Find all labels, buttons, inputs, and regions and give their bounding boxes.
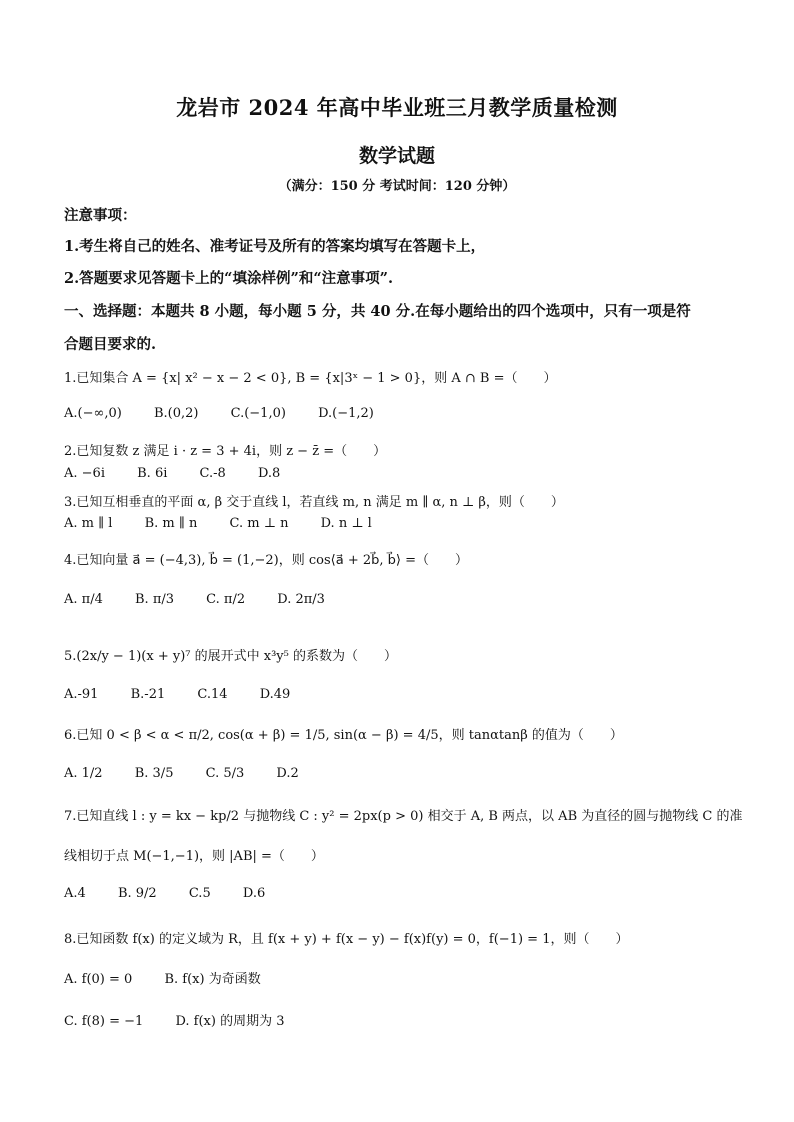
notice-item-2: 2.答题要求见答题卡上的“填涂样例”和“注意事项”. bbox=[64, 270, 394, 287]
question-7-options bbox=[64, 886, 293, 901]
question-1: 1.已知集合 A = {x| x² − x − 2 < 0}, B = {x|3ˣ − 1 > 0}，则 A ∩ B =（ ） bbox=[64, 371, 557, 386]
option-d[interactable]: D.2 bbox=[276, 766, 299, 781]
option-b[interactable]: B. 3/5 bbox=[134, 766, 174, 781]
option-d[interactable]: D.(−1,2) bbox=[318, 406, 374, 421]
question-6: 6.已知 0 < β < α < π/2, cos(α + β) = 1/5, sin(α − β) = 4/5，则 tanαtanβ 的值为（ ） bbox=[64, 728, 623, 743]
option-c[interactable]: C. 5/3 bbox=[205, 766, 245, 781]
option-a[interactable]: A.(−∞,0) bbox=[64, 406, 122, 421]
option-b[interactable]: B. 9/2 bbox=[117, 886, 157, 901]
option-a[interactable]: A. m ∥ l bbox=[64, 516, 113, 531]
option-a[interactable]: A. π/4 bbox=[64, 592, 103, 607]
page-subtitle: 数学试题 bbox=[358, 145, 435, 167]
question-6-options bbox=[64, 766, 327, 781]
question-4-options bbox=[64, 592, 353, 607]
question-3-options bbox=[64, 516, 400, 531]
option-c[interactable]: C. f(8) = −1 bbox=[64, 1014, 144, 1029]
notice-item-1: 1.考生将自己的姓名、准考证号及所有的答案均填写在答题卡上， bbox=[64, 238, 486, 255]
option-d[interactable]: D.8 bbox=[257, 466, 281, 481]
option-b[interactable]: B.(0,2) bbox=[153, 406, 199, 421]
option-c[interactable]: C.(−1,0) bbox=[230, 406, 286, 421]
question-7-cont: 线相切于点 M(−1,−1)，则 |AB| =（ ） bbox=[64, 849, 324, 864]
page-title: 龙岩市 2024 年高中毕业班三月教学质量检测 bbox=[176, 95, 618, 120]
question-3: 3.已知互相垂直的平面 α, β 交于直线 l，若直线 m, n 满足 m ∥ α, n ⊥ β，则（ ） bbox=[64, 495, 564, 510]
question-2-options bbox=[64, 466, 308, 481]
option-b[interactable]: B. 6i bbox=[137, 466, 168, 481]
option-c[interactable]: C.5 bbox=[188, 886, 211, 901]
option-a[interactable]: A. 1/2 bbox=[64, 766, 103, 781]
option-b[interactable]: B. m ∥ n bbox=[144, 516, 198, 531]
section-heading-cont: 合题目要求的. bbox=[64, 336, 157, 353]
question-8-options-row2 bbox=[64, 1010, 312, 1029]
question-1-options bbox=[64, 406, 402, 421]
question-8-options-row1 bbox=[64, 968, 289, 987]
question-5: 5.(2x/y − 1)(x + y)⁷ 的展开式中 x³y⁵ 的系数为（ ） bbox=[64, 649, 397, 664]
option-a[interactable]: A. f(0) = 0 bbox=[64, 972, 133, 987]
question-8: 8.已知函数 f(x) 的定义域为 R，且 f(x + y) + f(x − y) − f(x)f(y) = 0，f(−1) = 1，则（ ） bbox=[64, 932, 629, 947]
option-a[interactable]: A.-91 bbox=[64, 687, 99, 702]
option-b[interactable]: B. π/3 bbox=[135, 592, 175, 607]
option-b[interactable]: B.-21 bbox=[130, 687, 166, 702]
question-2: 2.已知复数 z 满足 i · z = 3 + 4i，则 z − z̄ =（ ） bbox=[64, 444, 387, 459]
option-d[interactable]: D. f(x) 的周期为 3 bbox=[175, 1014, 285, 1029]
option-c[interactable]: C.14 bbox=[197, 687, 228, 702]
option-c[interactable]: C. m ⊥ n bbox=[229, 516, 289, 531]
option-c[interactable]: C. π/2 bbox=[206, 592, 246, 607]
option-c[interactable]: C.-8 bbox=[199, 466, 226, 481]
question-5-options bbox=[64, 687, 318, 702]
option-b[interactable]: B. f(x) 为奇函数 bbox=[164, 972, 261, 987]
section-heading: 一、选择题：本题共 8 小题，每小题 5 分，共 40 分.在每小题给出的四个选项中，只有一项是符 bbox=[64, 303, 691, 320]
notice-heading: 注意事项： bbox=[64, 207, 137, 224]
option-a[interactable]: A. −6i bbox=[64, 466, 105, 481]
option-d[interactable]: D. 2π/3 bbox=[277, 592, 325, 607]
option-a[interactable]: A.4 bbox=[64, 886, 86, 901]
question-4: 4.已知向量 a⃗ = (−4,3), b⃗ = (1,−2)，则 cos⟨a⃗ + 2b⃗, b⃗⟩ =（ ） bbox=[64, 553, 468, 568]
option-d[interactable]: D. n ⊥ l bbox=[320, 516, 372, 531]
option-d[interactable]: D.6 bbox=[242, 886, 266, 901]
option-d[interactable]: D.49 bbox=[259, 687, 291, 702]
question-7: 7.已知直线 l : y = kx − kp/2 与抛物线 C : y² = 2px(p > 0) 相交于 A, B 两点，以 AB 为直径的圆与抛物线 C 的准 bbox=[64, 809, 743, 824]
exam-meta: （满分：150 分 考试时间：120 分钟） bbox=[278, 179, 516, 194]
